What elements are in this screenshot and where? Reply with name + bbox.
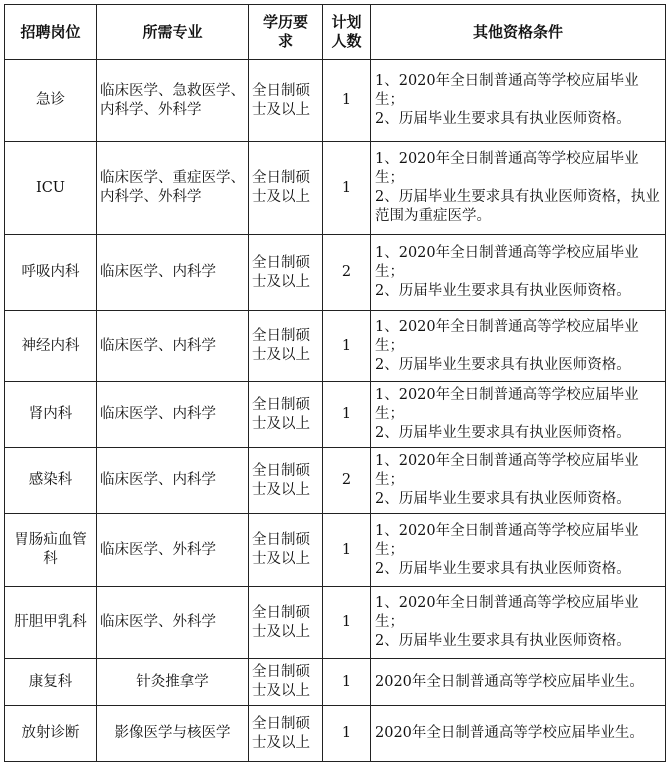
table-row	[5, 382, 666, 448]
requirement-line: 1、2020年全日制普通高等学校应届毕业生；	[375, 453, 639, 488]
education-cell: 全日制硕士及以上	[249, 235, 323, 311]
requirement-line: 2、历届毕业生要求具有执业医师资格。	[375, 560, 631, 577]
major-cell: 临床医学、外科学	[97, 514, 249, 587]
major-cell: 临床医学、内科学	[97, 235, 249, 311]
requirements-cell	[371, 311, 666, 382]
requirement-line: 2、历届毕业生要求具有执业医师资格。	[375, 633, 631, 649]
requirement-line: 1、2020年全日制普通高等学校应届毕业生；	[375, 151, 639, 186]
count-cell: 1	[323, 514, 371, 587]
requirements-cell	[371, 706, 666, 762]
education-cell: 全日制硕士及以上	[249, 659, 323, 706]
education-cell: 全日制硕士及以上	[249, 514, 323, 587]
position-cell: 肾内科	[5, 382, 97, 448]
requirements-cell	[371, 60, 666, 142]
header-row	[5, 5, 666, 60]
requirements-cell	[371, 142, 666, 235]
table-body	[5, 60, 666, 762]
major-cell: 临床医学、重症医学、内科学、外科学	[97, 142, 249, 235]
requirement-line: 2、历届毕业生要求具有执业医师资格。	[375, 111, 631, 127]
requirement-line: 2、历届毕业生要求具有执业医师资格。	[375, 425, 631, 441]
requirement-line: 2020年全日制普通高等学校应届毕业生。	[375, 725, 644, 741]
requirement-line: 1、2020年全日制普通高等学校应届毕业生；	[375, 387, 639, 422]
requirements-cell	[371, 587, 666, 659]
major-cell: 针灸推拿学	[97, 659, 249, 706]
table-row	[5, 514, 666, 587]
count-cell: 1	[323, 311, 371, 382]
header-position: 招聘岗位	[5, 5, 97, 60]
requirement-line: 1、2020年全日制普通高等学校应届毕业生；	[375, 318, 639, 354]
position-cell: 胃肠疝血管科	[5, 514, 97, 587]
position-cell: 急诊	[5, 60, 97, 142]
table-row	[5, 311, 666, 382]
requirements-cell	[371, 514, 666, 587]
position-cell: ICU	[5, 142, 97, 235]
education-cell: 全日制硕士及以上	[249, 382, 323, 448]
education-cell: 全日制硕士及以上	[249, 587, 323, 659]
requirements-cell	[371, 659, 666, 706]
recruitment-table-container	[4, 4, 666, 762]
major-cell: 影像医学与核医学	[97, 706, 249, 762]
major-cell: 临床医学、急救医学、内科学、外科学	[97, 60, 249, 142]
requirement-line: 1、2020年全日制普通高等学校应届毕业生；	[375, 595, 639, 630]
position-cell: 放射诊断	[5, 706, 97, 762]
header-requirements: 其他资格条件	[371, 5, 666, 60]
table-row	[5, 142, 666, 235]
table-row	[5, 659, 666, 706]
table-row	[5, 448, 666, 514]
table-row	[5, 235, 666, 311]
requirement-line: 1、2020年全日制普通高等学校应届毕业生；	[375, 245, 639, 280]
requirements-cell	[371, 235, 666, 311]
count-cell: 1	[323, 142, 371, 235]
education-cell: 全日制硕士及以上	[249, 60, 323, 142]
requirement-line: 1、2020年全日制普通高等学校应届毕业生；	[375, 522, 639, 558]
table-row	[5, 60, 666, 142]
requirement-line: 2020年全日制普通高等学校应届毕业生。	[375, 673, 644, 690]
count-cell: 1	[323, 659, 371, 706]
header-count: 计划人数	[323, 5, 371, 60]
count-cell: 2	[323, 448, 371, 514]
education-cell: 全日制硕士及以上	[249, 706, 323, 762]
major-cell: 临床医学、内科学	[97, 448, 249, 514]
table-row	[5, 587, 666, 659]
requirement-line: 2、历届毕业生要求具有执业医师资格。	[375, 283, 631, 299]
position-cell: 神经内科	[5, 311, 97, 382]
requirement-line: 2、历届毕业生要求具有执业医师资格。	[375, 356, 631, 373]
position-cell: 肝胆甲乳科	[5, 587, 97, 659]
position-cell: 呼吸内科	[5, 235, 97, 311]
position-cell: 感染科	[5, 448, 97, 514]
major-cell: 临床医学、外科学	[97, 587, 249, 659]
header-education: 学历要求	[249, 5, 323, 60]
position-cell: 康复科	[5, 659, 97, 706]
count-cell: 1	[323, 382, 371, 448]
major-cell: 临床医学、内科学	[97, 382, 249, 448]
requirements-cell	[371, 448, 666, 514]
count-cell: 1	[323, 587, 371, 659]
requirement-line: 2、历届毕业生要求具有执业医师资格，执业范围为重症医学。	[375, 189, 660, 224]
recruitment-table	[4, 4, 666, 762]
major-cell: 临床医学、内科学	[97, 311, 249, 382]
education-cell: 全日制硕士及以上	[249, 311, 323, 382]
requirement-line: 1、2020年全日制普通高等学校应届毕业生；	[375, 73, 639, 108]
table-row	[5, 706, 666, 762]
count-cell: 2	[323, 235, 371, 311]
education-cell: 全日制硕士及以上	[249, 142, 323, 235]
count-cell: 1	[323, 706, 371, 762]
education-cell: 全日制硕士及以上	[249, 448, 323, 514]
header-major: 所需专业	[97, 5, 249, 60]
count-cell: 1	[323, 60, 371, 142]
requirements-cell	[371, 382, 666, 448]
requirement-line: 2、历届毕业生要求具有执业医师资格。	[375, 491, 631, 507]
